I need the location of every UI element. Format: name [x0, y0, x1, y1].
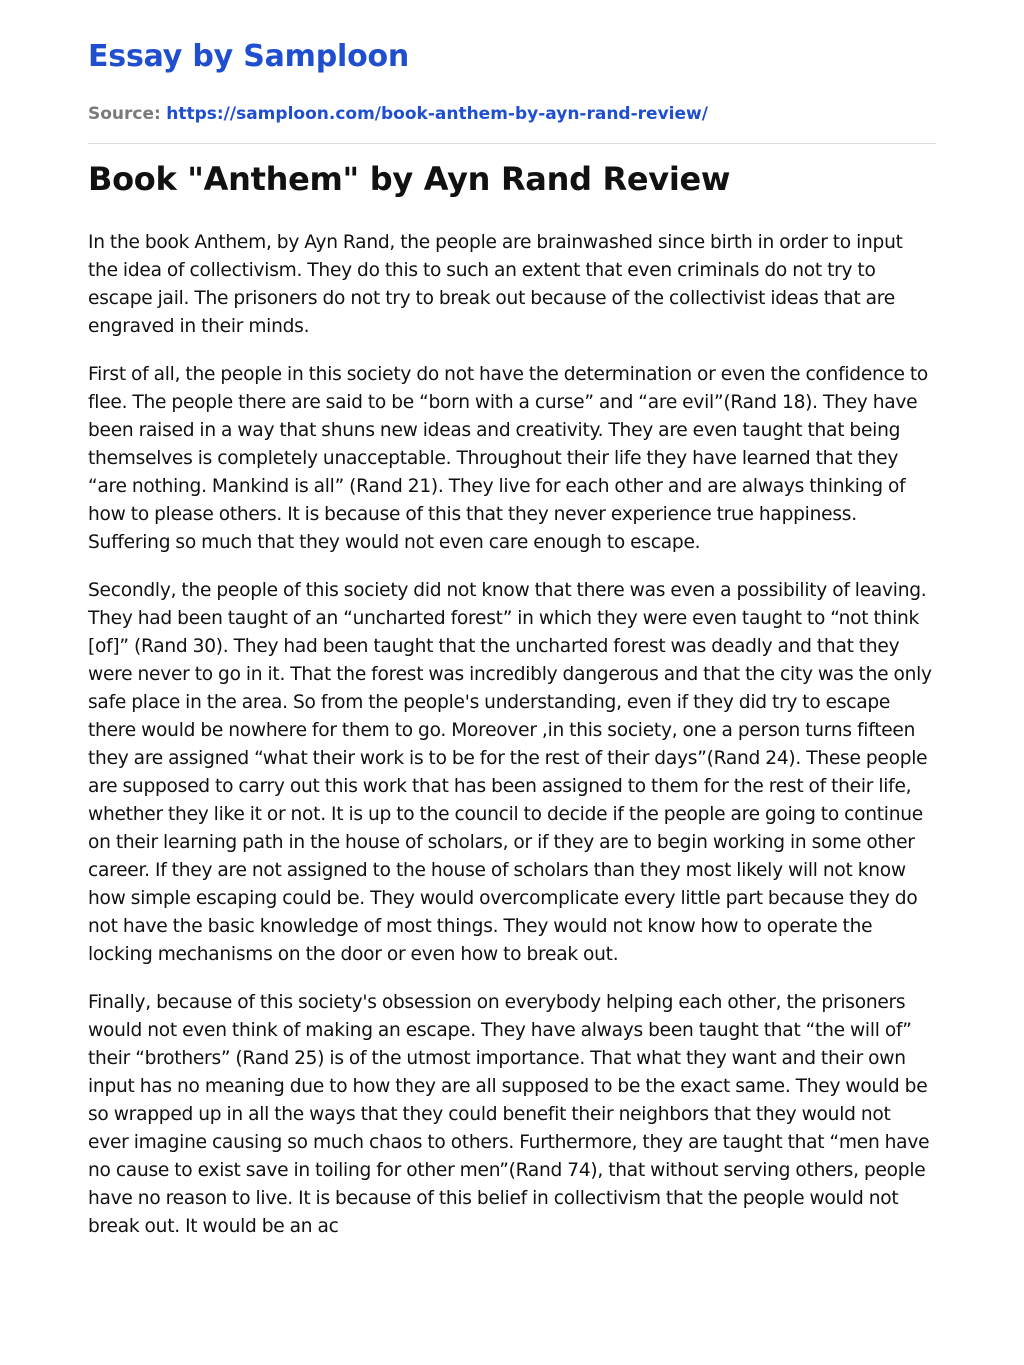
source-link[interactable]: https://samploon.com/book-anthem-by-ayn-rand-review/: [166, 104, 708, 124]
article-body: [88, 229, 936, 1241]
essay-page: [88, 0, 936, 1261]
header-divider: [88, 143, 936, 144]
paragraph-1: In the book Anthem, by Ayn Rand, the people are brainwashed since birth in order to input the idea of collectivism. They do this to such an extent that even criminals do not try to escape jail. The prisoners do not try to break out because of the collectivist ideas that are engraved in their minds.: [88, 232, 903, 337]
paragraph-3: Secondly, the people of this society did not know that there was even a possibility of leaving. They had been taught of an “uncharted forest” in which they were even taught to “not think [of]” (Rand 30). They had been taught that the uncharted forest was deadly and that they were never to go in it. That the forest was incredibly dangerous and that the city was the only safe place in the area. So from the people's understanding, even if they did try to escape there would be nowhere for them to go. Moreover ,in this society, one a person turns fifteen they are assigned “what their work is to be for the rest of their days”(Rand 24). These people are supposed to carry out this work that has been assigned to them for the rest of their life, whether they like it or not. It is up to the council to decide if the people are going to continue on their learning path in the house of scholars, or if they are to begin working in some other career. If they are not assigned to the house of scholars than they most likely will not know how simple escaping could be. They would overcomplicate every little part because they do not have the basic knowledge of most things. They would not know how to operate the locking mechanisms on the door or even how to break out.: [88, 580, 932, 965]
brand-title[interactable]: Essay by Samploon: [88, 39, 410, 74]
paragraph-4: Finally, because of this society's obsession on everybody helping each other, the prisoners would not even think of making an escape. They have always been taught that “the will of” their “brothers” (Rand 25) is of the utmost importance. That what they want and their own input has no meaning due to how they are all supposed to be the exact same. They would be so wrapped up in all the ways that they could benefit their neighbors that they would not ever imagine causing so much chaos to others. Furthermore, they are taught that “men have no cause to exist save in toiling for other men”(Rand 74), that without serving others, people have no reason to live. It is because of this belief in collectivism that the people would not break out. It would be an ac: [88, 992, 930, 1237]
source-label: Source:: [88, 104, 161, 124]
article-title: Book "Anthem" by Ayn Rand Review: [88, 160, 731, 198]
source-line: [88, 102, 936, 126]
paragraph-2: First of all, the people in this society do not have the determination or even the confidence to flee. The people there are said to be “born with a curse” and “are evil”(Rand 18). They have been raised in a way that shuns new ideas and creativity. They are even taught that being themselves is completely unacceptable. Throughout their life they have learned that they “are nothing. Mankind is all” (Rand 21). They live for each other and are always thinking of how to please others. It is because of this that they never experience true happiness. Suffering so much that they would not even care enough to escape.: [88, 364, 929, 553]
